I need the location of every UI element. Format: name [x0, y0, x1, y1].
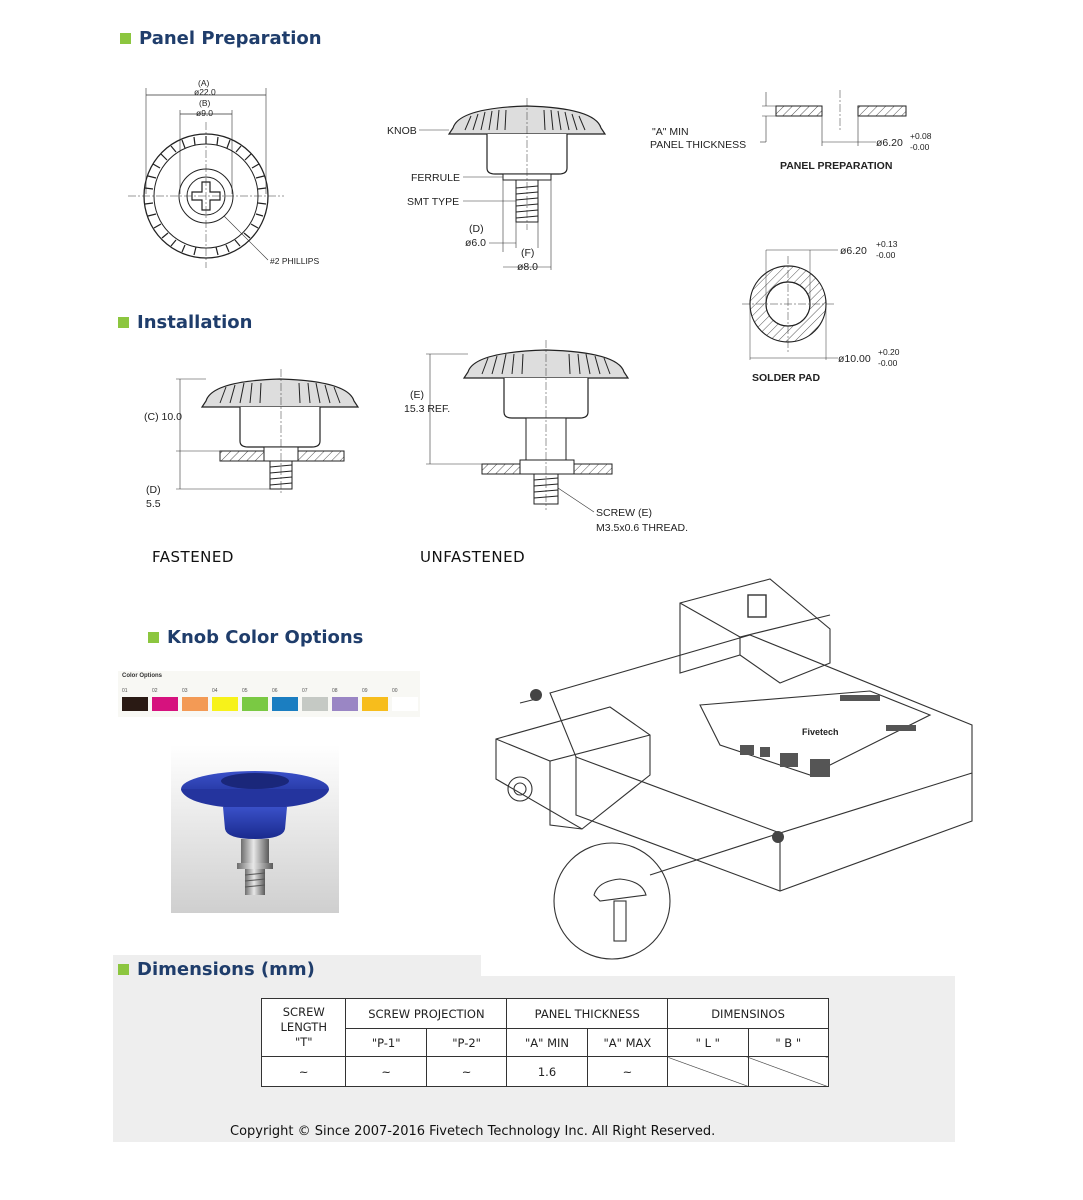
b-header: " B " [748, 1029, 828, 1057]
bullet-square-icon [120, 33, 131, 44]
hole-dim: ø6.20 [876, 137, 903, 149]
pad-inner-tol-plus: +0.13 [876, 239, 898, 249]
pad-inner-tol-minus: -0.00 [876, 250, 896, 260]
a-min-header: "A" MIN [507, 1029, 587, 1057]
pad-inner-dim: ø6.20 [840, 245, 867, 257]
l-cell [668, 1057, 748, 1087]
l-header: " L " [668, 1029, 748, 1057]
swatch-code: 04 [212, 688, 218, 694]
fastened-caption: FASTENED [152, 548, 234, 566]
dim-b-tag: (B) [199, 98, 211, 108]
color-swatch [152, 697, 178, 711]
color-options-strip [118, 671, 420, 717]
drive-label: #2 PHILLIPS [270, 256, 320, 266]
swatch-code: 02 [152, 688, 158, 694]
swatch-code: 09 [362, 688, 368, 694]
a-max-header: "A" MAX [587, 1029, 667, 1057]
section-title-dimensions: Dimensions (mm) [118, 959, 315, 980]
swatch-code: 05 [242, 688, 248, 694]
color-swatch [272, 697, 298, 711]
a-min-label: "A" MIN [652, 126, 689, 138]
dim-e-value: 15.3 REF. [404, 403, 451, 415]
section-title-installation: Installation [118, 312, 252, 333]
screw-projection-header: SCREW PROJECTION [346, 999, 507, 1029]
hole-tol-minus: -0.00 [910, 142, 930, 152]
dim-c-label: (C) 10.0 [144, 411, 182, 423]
panel-thickness-header: PANEL THICKNESS [507, 999, 668, 1029]
dim-d-value: ø6.0 [465, 237, 487, 249]
knob-label: KNOB [387, 125, 417, 137]
b-cell [748, 1057, 828, 1087]
copyright-text: Copyright © Since 2007-2016 Fivetech Technology Inc. All Right Reserved. [230, 1124, 716, 1139]
dim-d-value-fastened: 5.5 [146, 498, 161, 510]
color-swatch [332, 697, 358, 711]
screw-label: SCREW (E) [596, 507, 652, 519]
color-swatch [362, 697, 388, 711]
dim-d-tag-fastened: (D) [146, 484, 161, 496]
color-swatch [212, 697, 238, 711]
dimensions-table [261, 998, 829, 1087]
p2-header: "P-2" [426, 1029, 506, 1057]
p1-cell: ~ [346, 1057, 426, 1087]
ferrule-label: FERRULE [411, 172, 461, 184]
a-min-cell: 1.6 [507, 1057, 587, 1087]
solder-pad-caption: SOLDER PAD [752, 372, 821, 384]
dim-f-value: ø8.0 [517, 261, 539, 273]
color-options-title: Color Options [122, 673, 162, 679]
bullet-square-icon [118, 317, 129, 328]
knob-product-image [171, 745, 339, 913]
smt-type-label: SMT TYPE [407, 196, 460, 208]
unfastened-drawing [400, 340, 720, 540]
swatch-code: 00 [392, 688, 398, 694]
p1-header: "P-1" [346, 1029, 426, 1057]
dim-a-value: ø22.0 [194, 87, 216, 97]
pad-outer-tol-minus: -0.00 [878, 358, 898, 368]
a-max-cell: ~ [587, 1057, 667, 1087]
pad-outer-tol-plus: +0.20 [878, 347, 900, 357]
chassis-illustration [480, 575, 980, 975]
board-brand: Fivetech [802, 727, 839, 737]
p2-cell: ~ [426, 1057, 506, 1087]
dimensions-header: DIMENSINOS [668, 999, 829, 1029]
unfastened-caption: UNFASTENED [420, 548, 526, 566]
dim-b-value: ø9.0 [196, 108, 214, 118]
color-swatch [182, 697, 208, 711]
dim-a-tag: (A) [198, 78, 210, 88]
swatch-code: 01 [122, 688, 128, 694]
dim-d-tag: (D) [469, 223, 484, 235]
top-view-drawing [120, 70, 350, 280]
hole-tol-plus: +0.08 [910, 131, 932, 141]
swatch-code: 07 [302, 688, 308, 694]
panel-preparation-drawing [640, 80, 940, 180]
panel-thickness-label: PANEL THICKNESS [650, 139, 747, 151]
screw-length-header: SCREW LENGTH "T" [262, 999, 346, 1057]
side-view-drawing [385, 90, 625, 280]
solder-pad-drawing [730, 236, 930, 386]
color-swatch [122, 697, 148, 711]
fastened-drawing [140, 355, 370, 515]
bullet-square-icon [148, 632, 159, 643]
color-swatch [392, 697, 418, 711]
section-title-knob-color-options: Knob Color Options [148, 627, 363, 648]
dim-f-tag: (F) [521, 247, 535, 259]
table-row [262, 1057, 829, 1087]
t-cell: ~ [262, 1057, 346, 1087]
bullet-square-icon [118, 964, 129, 975]
color-swatch [302, 697, 328, 711]
section-title-panel-preparation: Panel Preparation [120, 28, 322, 49]
screw-thread-label: M3.5x0.6 THREAD. [596, 522, 689, 534]
panel-preparation-caption: PANEL PREPARATION [780, 160, 893, 172]
pad-outer-dim: ø10.00 [838, 353, 871, 365]
swatch-code: 08 [332, 688, 338, 694]
swatch-code: 06 [272, 688, 278, 694]
dim-e-tag: (E) [410, 389, 424, 401]
swatch-code: 03 [182, 688, 188, 694]
color-swatch [242, 697, 268, 711]
